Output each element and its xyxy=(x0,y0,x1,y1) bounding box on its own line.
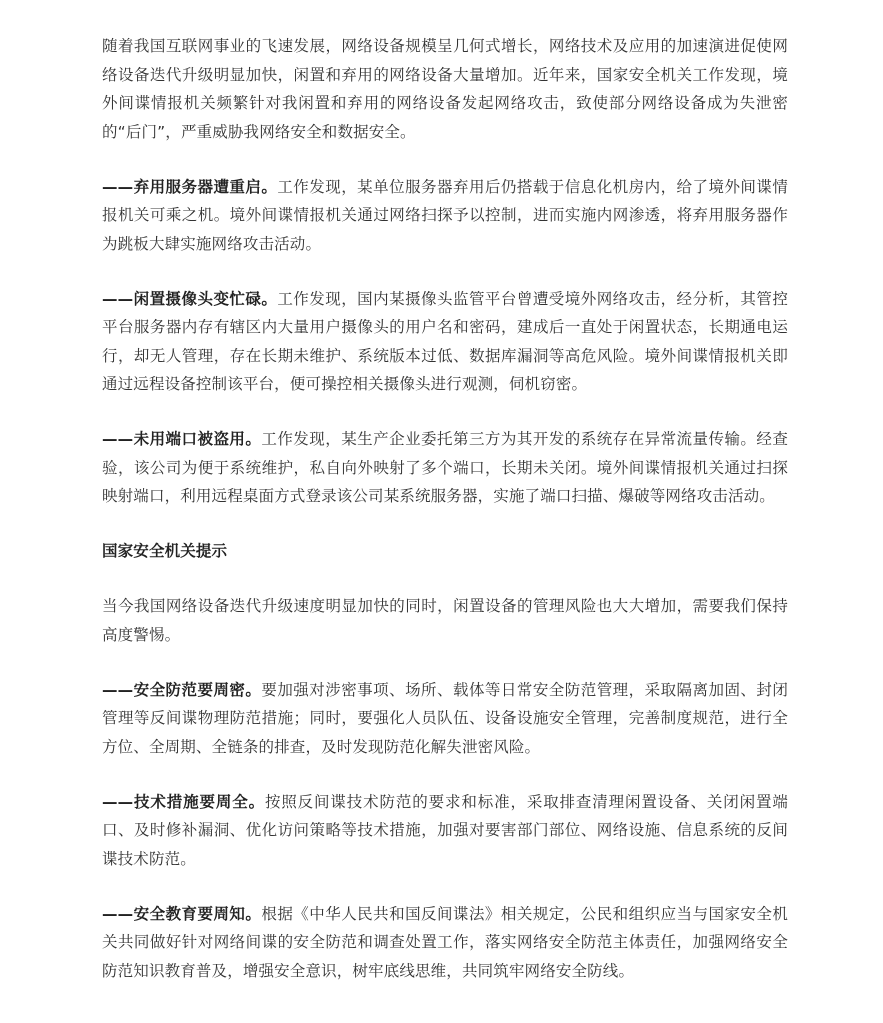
case-lead: ——弃用服务器遭重启。 xyxy=(102,177,278,196)
tip-body: 根据《中华人民共和国反间谍法》相关规定，公民和组织应当与国家安全机关共同做好针对网络间谍的安全防范和调查处置工作，落实网络安全防范主体责任，加强网络安全防范知识教育普及，增强安全意识，树牢底线思维，共同筑牢网络安全防线。 xyxy=(102,904,788,980)
case-lead: ——未用端口被盗用。 xyxy=(102,430,262,448)
tip-lead: ——安全防范要周密。 xyxy=(102,680,262,699)
tip-paragraph-technical xyxy=(102,788,788,874)
intro-paragraph: 随着我国互联网事业的飞速发展，网络设备规模呈几何式增长，网络技术及应用的加速演进促使网络设备迭代升级明显加快，闲置和弃用的网络设备大量增加。近年来，国家安全机关工作发现，境外间谍情报机关频繁针对我闲置和弃用的网络设备发起网络攻击，致使部分网络设备成为失泄密的“后门”，严重威胁我网络安全和数据安全。 xyxy=(102,37,788,141)
case-paragraph-unused-port xyxy=(102,425,788,511)
tip-paragraph-security xyxy=(102,676,788,762)
case-paragraph-idle-camera xyxy=(102,285,788,399)
tip-body: 按照反间谍技术防范的要求和标准，采取排查清理闲置设备、关闭闲置端口、及时修补漏洞、优化访问策略等技术措施，加强对要害部门部位、网络设施、信息系统的反间谍技术防范。 xyxy=(102,792,788,868)
case-lead: ——闲置摄像头变忙碌。 xyxy=(102,289,278,308)
case-body: 工作发现，某单位服务器弃用后仍搭载于信息化机房内，给了境外间谍情报机关可乘之机。境外间谍情报机关通过网络扫探予以控制，进而实施内网渗透，将弃用服务器作为跳板大肆实施网络攻击活动。 xyxy=(102,177,788,253)
tips-heading: 国家安全机关提示 xyxy=(102,542,228,560)
tip-lead: ——安全教育要周知。 xyxy=(102,904,262,923)
case-body: 工作发现，某生产企业委托第三方为其开发的系统存在异常流量传输。经查验，该公司为便于系统维护，私自向外映射了多个端口，长期未关闭。境外间谍情报机关通过扫探映射端口，利用远程桌面方式登录该公司某系统服务器，实施了端口扫描、爆破等网络攻击活动。 xyxy=(102,430,788,505)
tip-paragraph-education xyxy=(102,900,788,986)
tip-lead: ——技术措施要周全。 xyxy=(102,792,265,811)
tip-body: 要加强对涉密事项、场所、载体等日常安全防范管理，采取隔离加固、封闭管理等反间谍物理防范措施；同时，要强化人员队伍、设备设施安全管理，完善制度规范，进行全方位、全周期、全链条的排查，及时发现防范化解失泄密风险。 xyxy=(102,680,788,756)
article-body xyxy=(102,32,788,1012)
case-paragraph-abandoned-server xyxy=(102,173,788,259)
case-body: 工作发现，国内某摄像头监管平台曾遭受境外网络攻击，经分析，其管控平台服务器内存有辖区内大量用户摄像头的用户名和密码，建成后一直处于闲置状态，长期通电运行，却无人管理，存在长期未维护、系统版本过低、数据库漏洞等高危风险。境外间谍情报机关即通过远程设备控制该平台，便可操控相关摄像头进行观测，伺机窃密。 xyxy=(102,289,788,393)
tips-intro-paragraph: 当今我国网络设备迭代升级速度明显加快的同时，闲置设备的管理风险也大大增加，需要我们保持高度警惕。 xyxy=(102,597,788,644)
